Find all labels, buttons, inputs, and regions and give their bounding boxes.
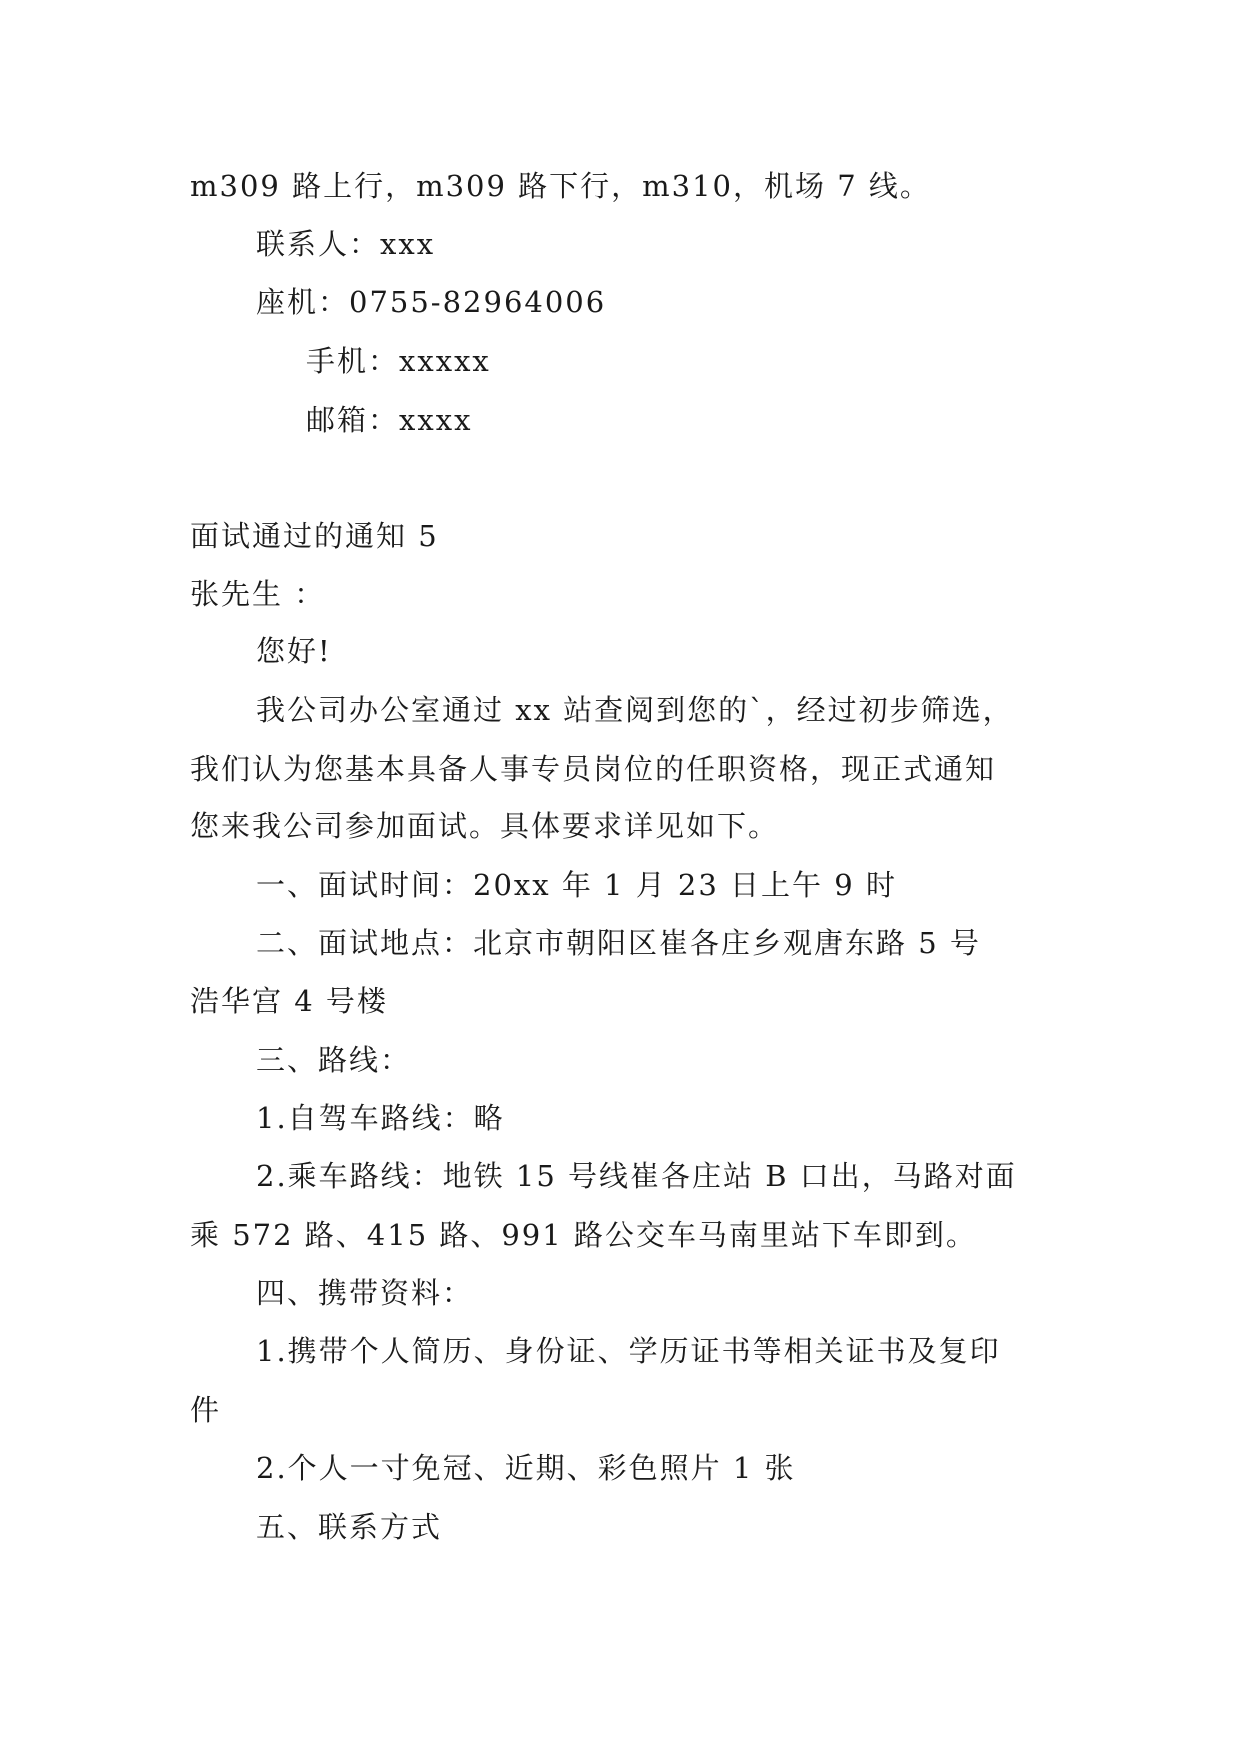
body-paragraph-line: 您来我公司参加面试。具体要求详见如下。: [190, 809, 780, 843]
section-title: 面试通过的通知 5: [190, 519, 439, 553]
materials-item-2: 2.个人一寸免冠、近期、彩色照片 1 张: [256, 1451, 796, 1485]
route-transit: 2.乘车路线：地铁 15 号线崔各庄站 B 口出，马路对面: [256, 1159, 1017, 1193]
route-bus-lines: m309 路上行，m309 路下行，m310，机场 7 线。: [190, 169, 931, 203]
materials-item-1: 1.携带个人简历、身份证、学历证书等相关证书及复印: [256, 1334, 1001, 1368]
contact-landline: 座机：0755-82964006: [256, 285, 607, 319]
interview-time: 一、面试时间：20xx 年 1 月 23 日上午 9 时: [256, 868, 897, 902]
interview-location: 二、面试地点：北京市朝阳区崔各庄乡观唐东路 5 号: [256, 926, 981, 960]
materials-heading: 四、携带资料：: [256, 1276, 474, 1310]
contact-email: 邮箱：xxxx: [306, 403, 473, 437]
contact-person: 联系人：xxx: [256, 227, 436, 261]
materials-item-1-cont: 件: [190, 1393, 222, 1427]
body-paragraph-line: 我们认为您基本具备人事专员岗位的任职资格，现正式通知: [190, 752, 997, 786]
route-heading: 三、路线：: [256, 1043, 412, 1077]
route-driving: 1.自驾车路线：略: [256, 1101, 505, 1135]
contact-heading: 五、联系方式: [256, 1510, 443, 1544]
salutation: 张先生 ：: [190, 577, 326, 611]
body-paragraph-line: 我公司办公室通过 xx 站查阅到您的`，经过初步筛选，: [256, 693, 1014, 727]
route-transit-cont: 乘 572 路、415 路、991 路公交车马南里站下车即到。: [190, 1218, 977, 1252]
interview-location-cont: 浩华宫 4 号楼: [190, 984, 388, 1018]
greeting: 您好!: [256, 634, 332, 668]
contact-mobile: 手机：xxxxx: [306, 344, 491, 378]
